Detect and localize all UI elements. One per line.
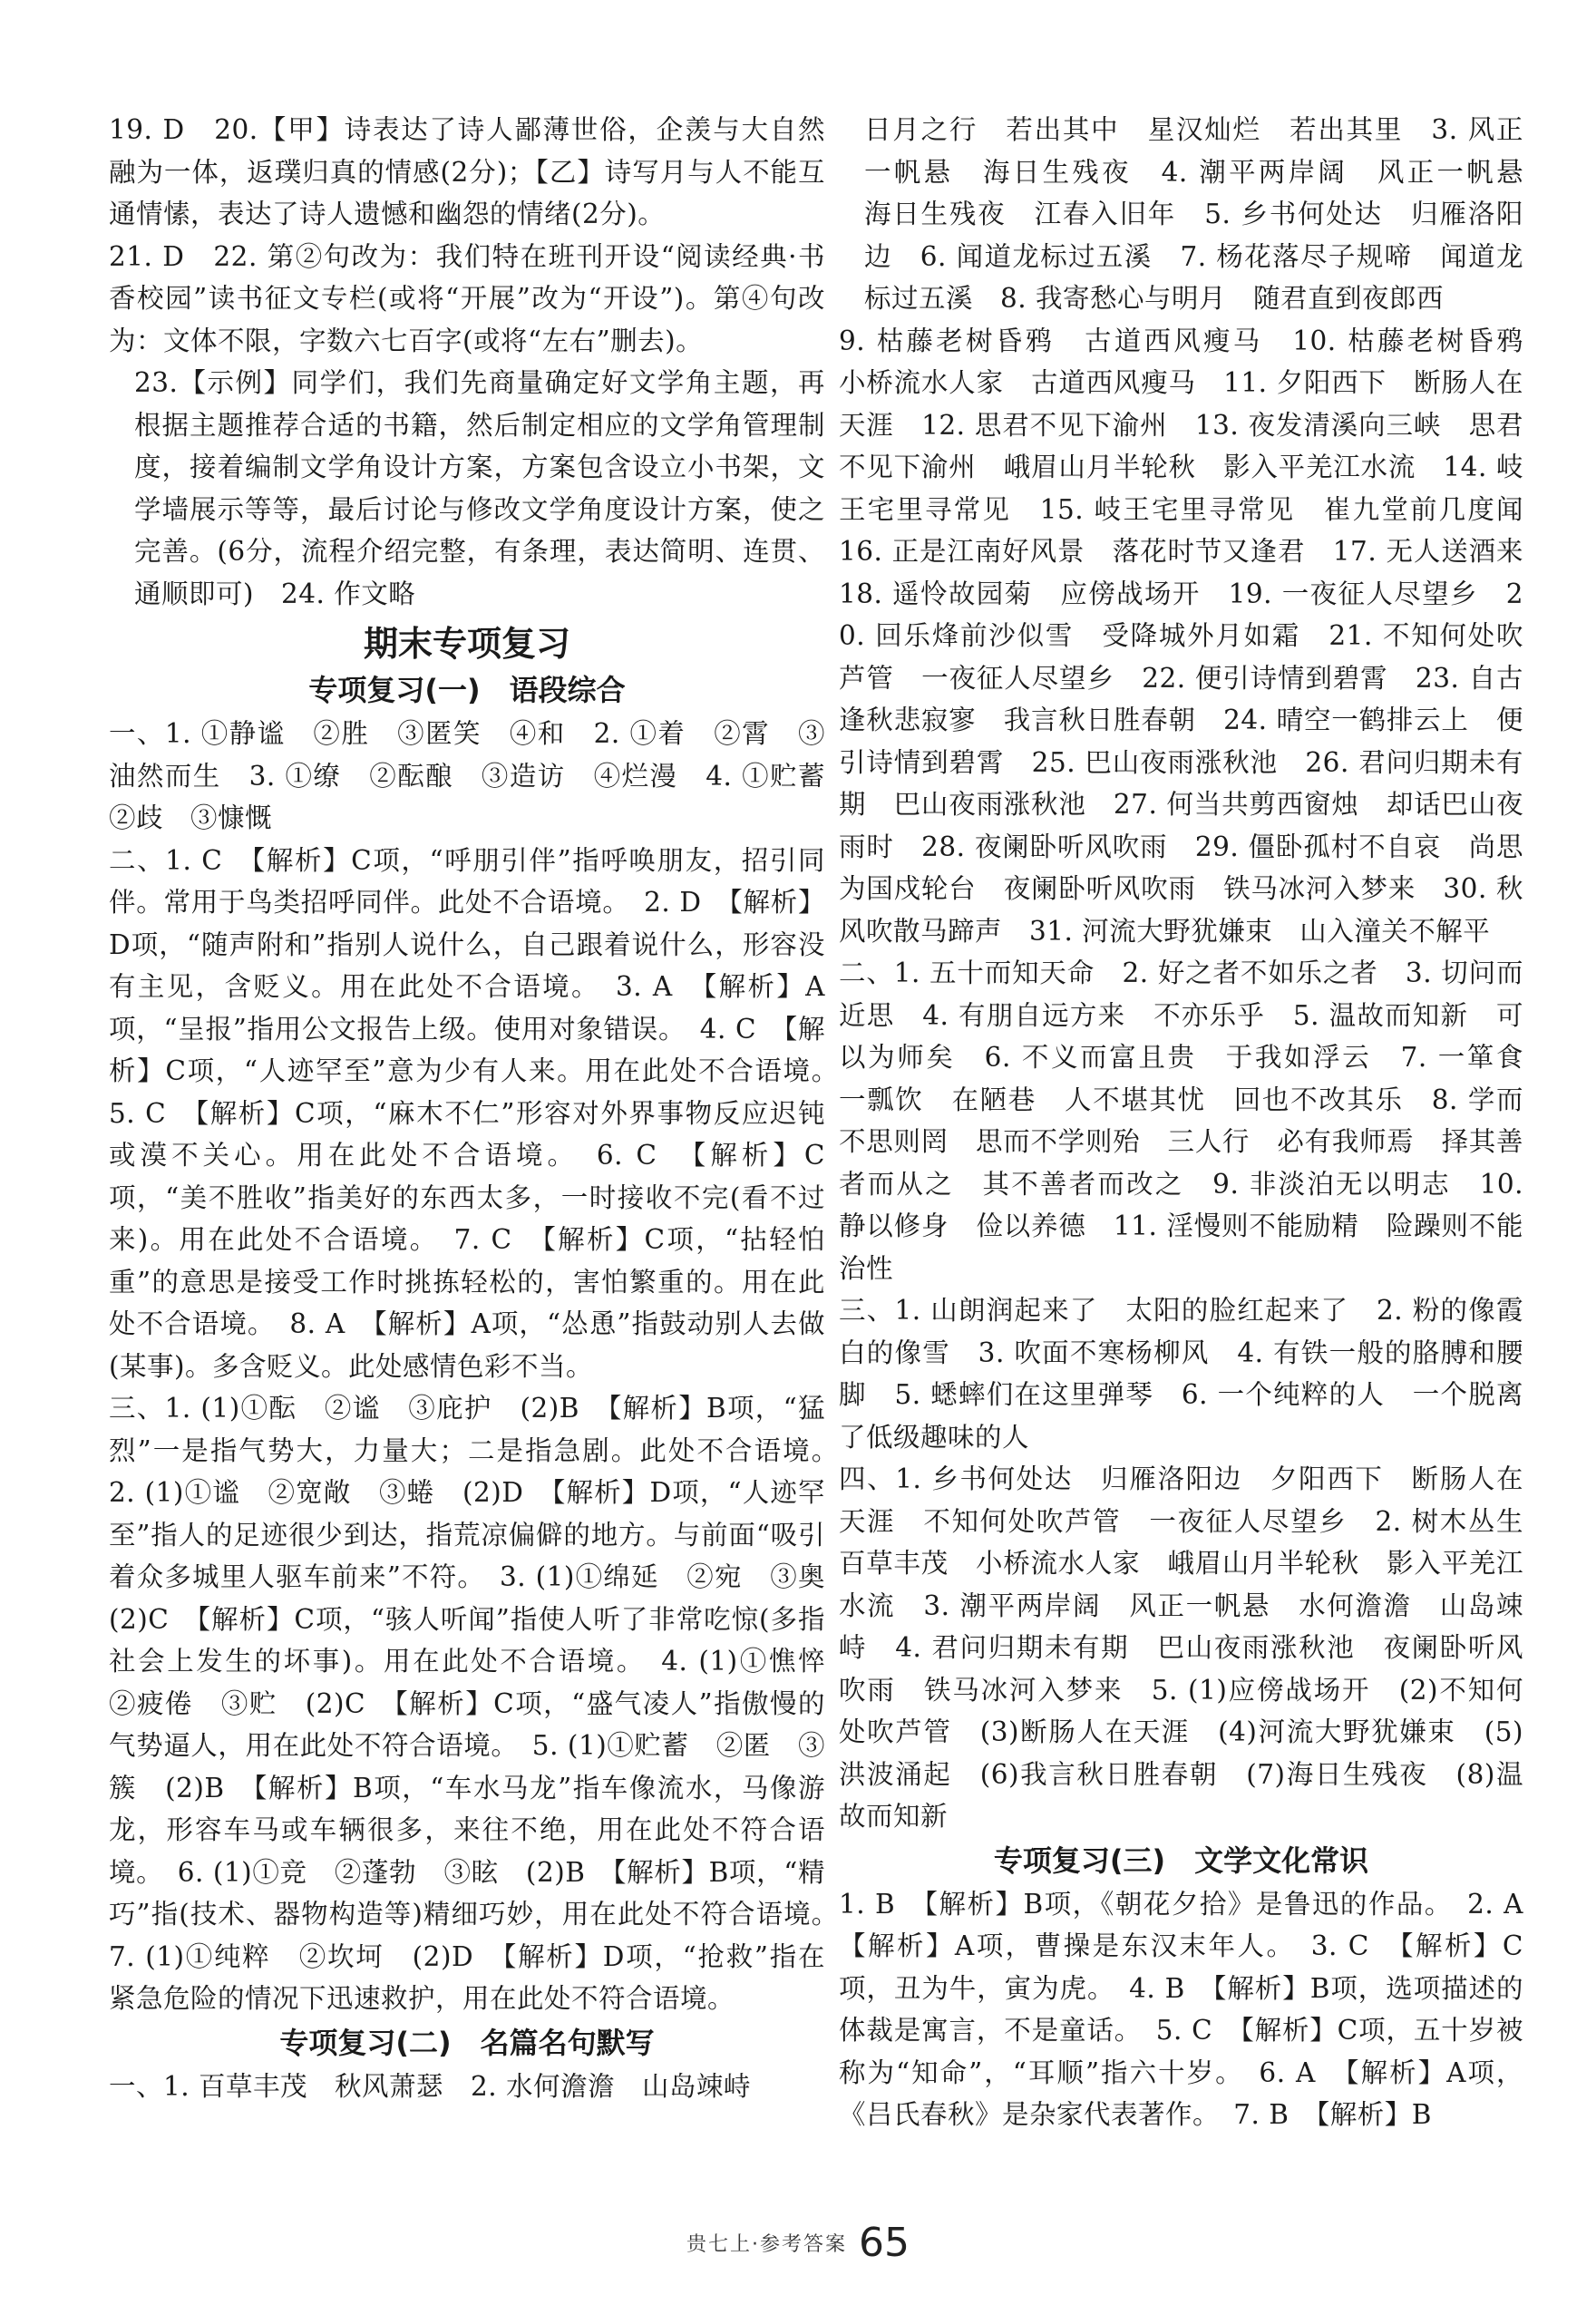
review-2-part-1-cont: 日月之行 若出其中 星汉灿烂 若出其里 3. 风正一帆悬 海日生残夜 4. 潮平两岸阔 风正一帆悬 海日生残夜 江春入旧年 5. 乡书何处达 归雁洛阳边 6. 闻道龙标过五溪 7. 杨花落尽子规啼 闻道龙标过五溪 8. 我寄愁心与明月 随君直到夜郎西 <box>864 114 1523 314</box>
section-title-final-review: 期末专项复习 <box>363 624 570 664</box>
answer-paragraph-19-20: 19. D 20.【甲】诗表达了诗人鄙薄世俗，企羡与大自然融为一体，返璞归真的情感(2分)；【乙】诗写月与人不能互通情愫，表达了诗人遗憾和幽怨的情绪(2分)。 <box>109 114 825 229</box>
answer-paragraph-23-24: 23.【示例】同学们，我们先商量确定好文学角主题，再根据主题推荐合适的书籍，然后制定相应的文学角管理制度，接着编制文学角设计方案，方案包含设立小书架，文学墙展示等等，最后讨论与修改文学角度设计方案，使之完善。(6分，流程介绍完整，有条理，表达简明、连贯、通顺即可) 24. 作文略 <box>134 367 825 609</box>
review-1-part-3: 三、1. (1)①酝 ②谧 ③庇护 (2)B 【解析】B项，“猛烈”一是指气势大，力量大；二是指急剧。此处不合语境。 2. (1)①谧 ②宽敞 ③蜷 (2)D 【解析】D项，“人迹罕至”指人的足迹很少到达，指荒凉偏僻的地方。与前面“吸引着众多城里人驱车前来”不符。 3. (1)①绵延 ②宛 ③奥 (2)C 【解析】C项，“骇人听闻”指使人听了非常吃惊(多指社会上发生的坏事)。用在此处不合语境。 4. (1)①憔悴 ②疲倦 ③贮 (2)C 【解析】C项，“盛气凌人”指傲慢的气势逼人，用在此处不符合语境。 5. (1)①贮蓄 ②匿 ③簇 (2)B 【解析】B项，“车水马龙”指车像流水，马像游龙，形容车马或车辆很多，来往不绝，用在此处不符合语境。 6. (1)①竞 ②蓬勃 ③眩 (2)B 【解析】B项，“精巧”指(技术、器物构造等)精细巧妙，用在此处不符合语境。 7. (1)①纯粹 ②坎坷 (2)D 【解析】D项，“抢救”指在紧急危险的情况下迅速救护，用在此处不符合语境。 <box>109 1393 825 2014</box>
footer-label: 贵七上·参考答案 <box>686 2233 847 2256</box>
review-2-part-3: 三、1. 山朗润起来了 太阳的脸红起来了 2. 粉的像霞 白的像雪 3. 吹面不寒杨柳风 4. 有铁一般的胳膊和腰脚 5. 蟋蟀们在这里弹琴 6. 一个纯粹的人 一个脱离了低级趣味的人 <box>839 1295 1523 1453</box>
review-1-part-2: 二、1. C 【解析】C项，“呼朋引伴”指呼唤朋友，招引同伴。常用于鸟类招呼同伴。此处不合语境。 2. D 【解析】D项，“随声附和”指别人说什么，自己跟着说什么，形容没有主见，含贬义。用在此处不合语境。 3. A 【解析】A项，“呈报”指用公文报告上级。使用对象错误。 4. C 【解析】C项，“人迹罕至”意为少有人来。用在此处不合语境。 5. C 【解析】C项，“麻木不仁”形容对外界事物反应迟钝或漠不关心。用在此处不合语境。 6. C 【解析】C项，“美不胜收”指美好的东西太多，一时接收不完(看不过来)。用在此处不合语境。 7. C 【解析】C项，“拈轻怕重”的意思是接受工作时挑拣轻松的，害怕繁重的。用在此处不合语境。 8. A 【解析】A项，“怂恿”指鼓动别人去做(某事)。多含贬义。此处感情色彩不当。 <box>109 844 825 1382</box>
subsection-title-review-1: 专项复习(一) 语段综合 <box>308 673 626 707</box>
subsection-title-review-3: 专项复习(三) 文学文化常识 <box>993 1842 1369 1878</box>
answer-paragraph-21-22: 21. D 22. 第②句改为：我们特在班刊开设“阅读经典·书香校园”读书征文专栏(或将“开展”改为“开设”)。第④句改为：文体不限，字数六七百字(或将“左右”删去)。 <box>109 240 825 356</box>
review-3-answers: 1. B 【解析】B项，《朝花夕拾》是鲁迅的作品。 2. A 【解析】A项，曹操是东汉末年人。 3. C 【解析】C项，丑为牛，寅为虎。 4. B 【解析】B项，选项描述的体裁是寓言，不是童话。 5. C 【解析】C项，五十岁被称为“知命”，“耳顺”指六十岁。 6. A 【解析】A项，《吕氏春秋》是杂家代表著作。 7. B 【解析】B <box>839 1888 1523 2130</box>
review-1-part-1: 一、1. ①静谧 ②胜 ③匿笑 ④和 2. ①着 ②霄 ③油然而生 3. ①缭 ②酝酿 ③造访 ④烂漫 4. ①贮蓄 ②歧 ③慷慨 <box>109 718 825 833</box>
review-2-part-1-start: 一、1. 百草丰茂 秋风萧瑟 2. 水何澹澹 山岛竦峙 <box>109 2070 752 2102</box>
subsection-title-review-2: 专项复习(二) 名篇名句默写 <box>279 2025 655 2060</box>
left-column <box>109 109 825 2212</box>
right-column <box>839 109 1523 2212</box>
review-2-part-4: 四、1. 乡书何处达 归雁洛阳边 夕阳西下 断肠人在天涯 不知何处吹芦管 一夜征人尽望乡 2. 树木丛生 百草丰茂 小桥流水人家 峨眉山月半轮秋 影入平羌江水流 3. 潮平两岸阔 风正一帆悬 水何澹澹 山岛竦峙 4. 君问归期未有期 巴山夜雨涨秋池 夜阑卧听风吹雨 铁马冰河入梦来 5. (1)应傍战场开 (2)不知何处吹芦管 (3)断肠人在天涯 (4)河流大野犹嫌束 (5)洪波涌起 (6)我言秋日胜春朝 (7)海日生残夜 (8)温故而知新 <box>839 1463 1523 1832</box>
review-2-part-2: 二、1. 五十而知天命 2. 好之者不如乐之者 3. 切问而近思 4. 有朋自远方来 不亦乐乎 5. 温故而知新 可以为师矣 6. 不义而富且贵 于我如浮云 7. 一箪食 一瓢饮 在陋巷 人不堪其忧 回也不改其乐 8. 学而不思则罔 思而不学则殆 三人行 必有我师焉 择其善者而从之 其不善者而改之 9. 非淡泊无以明志 10. 静以修身 俭以养德 11. 淫慢则不能励精 险躁则不能治性 <box>839 958 1523 1284</box>
page-number: 65 <box>859 2220 910 2266</box>
review-2-part-1-more: 9. 枯藤老树昏鸦 古道西风瘦马 10. 枯藤老树昏鸦 小桥流水人家 古道西风瘦马 11. 夕阳西下 断肠人在天涯 12. 思君不见下渝州 13. 夜发清溪向三峡 思君不见下渝州 峨眉山月半轮秋 影入平羌江水流 14. 岐王宅里寻常见 15. 岐王宅里寻常见 崔九堂前几度闻 16. 正是江南好风景 落花时节又逢君 17. 无人送酒来 18. 遥怜故园菊 应傍战场开 19. 一夜征人尽望乡 20. 回乐烽前沙似雪 受降城外月如霜 21. 不知何处吹芦管 一夜征人尽望乡 22. 便引诗情到碧霄 23. 自古逢秋悲寂寥 我言秋日胜春朝 24. 晴空一鹤排云上 便引诗情到碧霄 25. 巴山夜雨涨秋池 26. 君问归期未有期 巴山夜雨涨秋池 27. 何当共剪西窗烛 却话巴山夜雨时 28. 夜阑卧听风吹雨 29. 僵卧孤村不自哀 尚思为国戍轮台 夜阑卧听风吹雨 铁马冰河入梦来 30. 秋风吹散马蹄声 31. 河流大野犹嫌束 山入潼关不解平 <box>839 325 1523 947</box>
page-footer <box>0 2220 1596 2266</box>
